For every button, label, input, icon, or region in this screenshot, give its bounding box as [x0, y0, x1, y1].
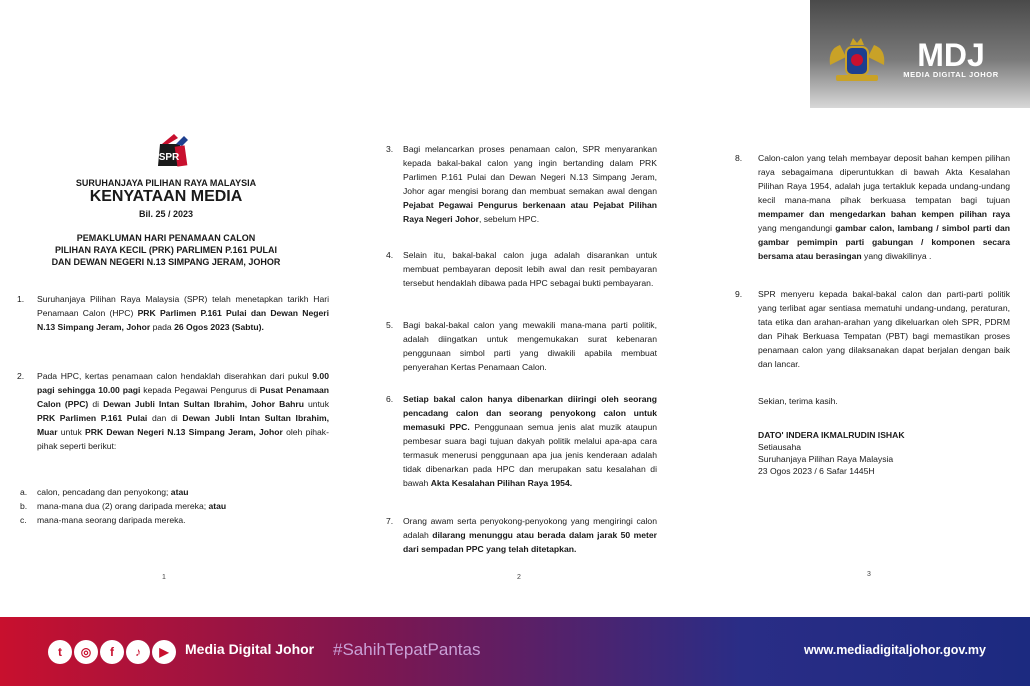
tiktok-icon[interactable]: ♪	[126, 640, 150, 664]
org-name: SURUHANJAYA PILIHAN RAYA MALAYSIA	[75, 178, 257, 188]
signatory-position: Setiausaha	[758, 442, 802, 452]
page-number-1: 1	[162, 574, 166, 581]
footer-brand-name: Media Digital Johor	[185, 641, 315, 657]
instagram-icon[interactable]: ◎	[74, 640, 98, 664]
bil-number: Bil. 25 / 2023	[138, 209, 194, 219]
facebook-icon[interactable]: f	[100, 640, 124, 664]
signatory-date: 23 Ogos 2023 / 6 Safar 1445H	[758, 466, 875, 476]
twitter-icon[interactable]: t	[48, 640, 72, 664]
mdj-logo	[900, 38, 1002, 70]
johor-crest-icon	[826, 35, 888, 83]
page-number-2: 2	[517, 574, 521, 581]
subject-line-1: PEMAKLUMAN HARI PENAMAAN CALON	[76, 233, 256, 243]
subject-line-2: PILIHAN RAYA KECIL (PRK) PARLIMEN P.161 PULAI	[54, 245, 278, 255]
signatory-name: DATO' INDERA IKMALRUDIN ISHAK	[758, 430, 905, 440]
mdj-subtitle: MEDIA DIGITAL JOHOR	[903, 70, 999, 79]
footer-hashtag[interactable]: #SahihTepatPantas	[333, 640, 481, 659]
youtube-icon[interactable]: ▶	[152, 640, 176, 664]
footer-url-link[interactable]: www.mediadigitaljohor.gov.my	[804, 643, 986, 657]
spr-logo	[150, 132, 192, 172]
page-number-3: 3	[867, 571, 871, 578]
signatory-org: Suruhanjaya Pilihan Raya Malaysia	[758, 454, 894, 464]
svg-text:SPR: SPR	[158, 152, 180, 163]
svg-text:MDJ: MDJ	[917, 38, 985, 70]
page-title: KENYATAAN MEDIA	[89, 188, 243, 205]
subject-line-3: DAN DEWAN NEGERI N.13 SIMPANG JERAM, JOHOR	[51, 257, 281, 267]
